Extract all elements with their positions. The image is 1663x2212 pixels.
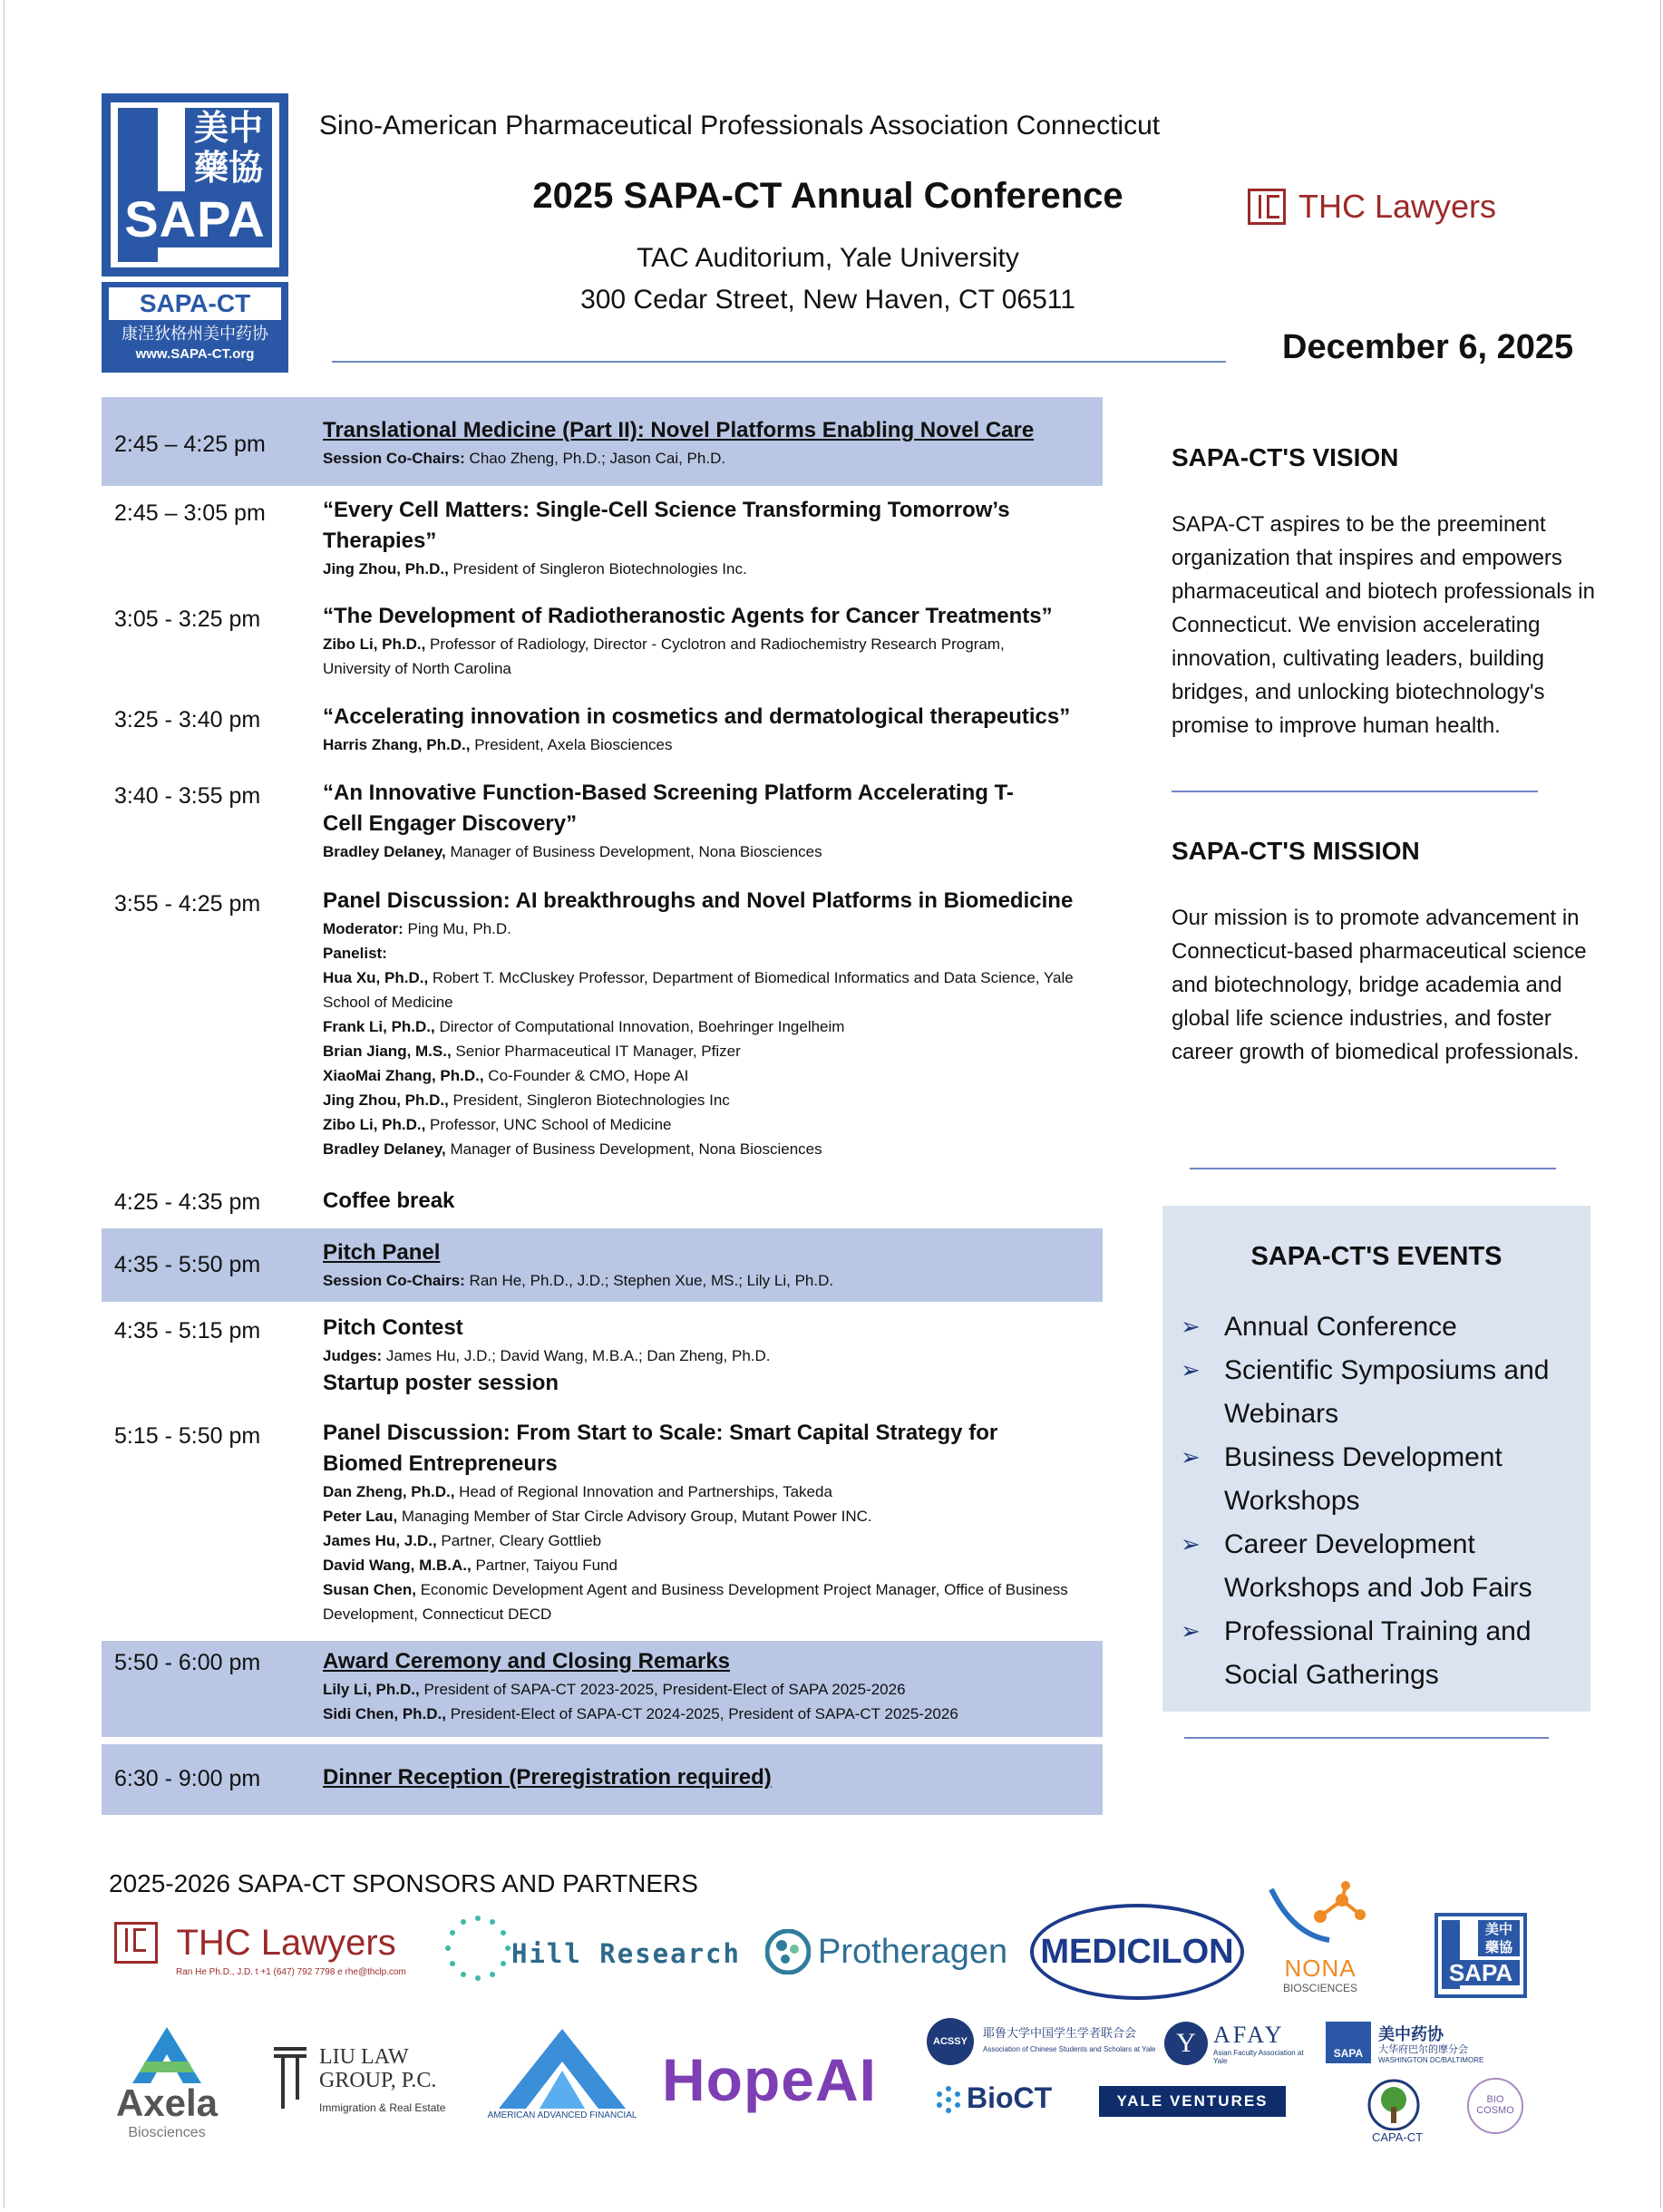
coffee-break xyxy=(102,1184,1103,1220)
contest-title: Pitch Contest xyxy=(323,1315,463,1340)
venue-line-1: TAC Auditorium, Yale University xyxy=(637,243,1019,273)
afay-sub: Asian Faculty Association at Yale xyxy=(1213,2049,1304,2065)
panelist-name: James Hu, J.D., xyxy=(323,1532,437,1549)
sponsor-afay xyxy=(1164,2022,1304,2071)
event-date: December 6, 2025 xyxy=(1282,328,1574,366)
speaker-role: Professor of Radiology, Director - Cyclotron and Radiochemistry Research Program, University of North Carolina xyxy=(323,635,1005,677)
talk-time: 2:45 – 3:05 pm xyxy=(114,500,266,526)
session-title: Pitch Panel xyxy=(323,1240,441,1265)
mission-text: Our mission is to promote advancement in Connecticut-based pharmaceutical science and biotechnology, bridge academia and global life science industries, and foster career growth of biomedical professionals. xyxy=(1172,906,1587,1064)
sponsors-heading: 2025-2026 SAPA-CT SPONSORS AND PARTNERS xyxy=(109,1869,698,1897)
chairs-names: Ran He, Ph.D., J.D.; Stephen Xue, MS.; Lily Li, Ph.D. xyxy=(464,1272,834,1289)
vision-text: SAPA-CT aspires to be the preeminent organization that inspires and empowers pharmaceutical and biotech professionals in Connecticut. We envision accelerating innovation, cultivating leaders, building bridges, and unlocking biotechnology's promise to improve human health. xyxy=(1172,512,1595,738)
acssy-cn: 耶鲁大学中国学生学者联合会 xyxy=(983,2027,1137,2041)
talk-t-cell-engager xyxy=(102,776,1103,872)
awardee-name: Sidi Chen, Ph.D., xyxy=(323,1705,447,1722)
protheragen-icon xyxy=(765,1929,811,1974)
panelist-role: Head of Regional Innovation and Partnerships, Takeda xyxy=(454,1483,832,1500)
arrow-icon: ➢ xyxy=(1181,1531,1201,1558)
session-title: Translational Medicine (Part II): Novel Platforms Enabling Novel Care xyxy=(323,418,1035,442)
panelist xyxy=(323,1480,1075,1504)
sponsor-hopeai xyxy=(662,2045,877,2114)
panel-start-to-scale xyxy=(102,1418,1103,1625)
chairs-names: Chao Zheng, Ph.D.; Jason Cai, Ph.D. xyxy=(464,450,726,467)
panelist-name: Jing Zhou, Ph.D., xyxy=(323,1091,449,1109)
panelist-role: Economic Development Agent and Business Development Project Manager, Office of Business Development, Connecticut DECD xyxy=(323,1581,1068,1623)
talk-radiotheranostic xyxy=(102,599,1103,690)
talk-time: 5:15 - 5:50 pm xyxy=(114,1423,261,1449)
session-pitch-panel xyxy=(102,1228,1103,1302)
panelist xyxy=(323,1553,1075,1577)
protheragen-name: Protheragen xyxy=(818,1933,1008,1971)
events-list xyxy=(1181,1305,1580,1697)
session-title: Award Ceremony and Closing Remarks xyxy=(323,1649,731,1674)
sponsor-bioct xyxy=(934,2081,1053,2119)
thc-lawyers-logo xyxy=(1248,188,1496,226)
talk-title: “An Innovative Function-Based Screening Platform Accelerating T-Cell Engager Discovery” xyxy=(323,781,1014,836)
nona-name: NONA xyxy=(1284,1955,1357,1982)
panelist-name: Dan Zheng, Ph.D., xyxy=(323,1483,455,1500)
arrow-icon: ➢ xyxy=(1181,1618,1201,1645)
sponsor-thc-lawyers xyxy=(114,1922,406,1977)
thc-name: THC Lawyers xyxy=(176,1922,396,1963)
speaker-name: Harris Zhang, Ph.D., xyxy=(323,736,471,753)
sapa-cn: 美中 藥協 xyxy=(1478,1920,1520,1956)
panelist xyxy=(323,1039,1103,1063)
talk-every-cell-matters xyxy=(102,493,1103,589)
sponsor-capa-ct xyxy=(1362,2078,1433,2147)
panelist xyxy=(323,1577,1075,1626)
session-title: Dinner Reception (Preregistration required) xyxy=(323,1765,772,1790)
axela-sub: Biosciences xyxy=(128,2125,206,2140)
panelist-name: David Wang, M.B.A., xyxy=(323,1557,472,1574)
panelist xyxy=(323,1528,1075,1553)
talk-title: “The Development of Radiotheranostic Agents for Cancer Treatments” xyxy=(323,604,1053,628)
panelist-name: Susan Chen, xyxy=(323,1581,416,1598)
panelist xyxy=(323,965,1103,1014)
liu-pillar-icon xyxy=(270,2045,310,2110)
sapa-dc-cn: 大华府巴尔的摩分会 xyxy=(1378,2043,1468,2055)
nona-molecule-icon xyxy=(1266,1880,1375,1953)
panelist-label: Panelist: xyxy=(323,945,387,962)
panelist-name: Hua Xu, Ph.D., xyxy=(323,969,429,986)
sponsor-sapa xyxy=(1434,1913,1527,1998)
vision-title: SAPA-CT'S VISION xyxy=(1172,443,1399,471)
arrow-icon: ➢ xyxy=(1181,1444,1201,1471)
afay-y-icon: Y xyxy=(1164,2022,1208,2065)
poster-session-title: Startup poster session xyxy=(323,1371,559,1395)
panelist xyxy=(323,1088,1103,1112)
thc-mark-icon xyxy=(114,1922,158,1964)
capa-name: CAPA-CT xyxy=(1371,2130,1424,2144)
events-title: SAPA-CT'S EVENTS xyxy=(1250,1242,1503,1271)
venue-line-2: 300 Cedar Street, New Haven, CT 06511 xyxy=(580,285,1075,315)
nona-sub: BIOSCIENCES xyxy=(1282,1982,1358,1994)
thc-contact: Ran He Ph.D., J.D. t +1 (647) 792 7798 e rhe@thclp.com xyxy=(176,1967,406,1977)
talk-time: 4:25 - 4:35 pm xyxy=(114,1189,261,1215)
panelist-role: President, Singleron Biotechnologies Inc xyxy=(448,1091,730,1109)
awardee xyxy=(323,1702,1094,1726)
medicilon-name: MEDICILON xyxy=(1040,1933,1234,1971)
hill-name: Hill Research xyxy=(511,1938,741,1969)
hopeai-name: HopeAI xyxy=(662,2046,877,2113)
panel-title: Panel Discussion: From Start to Scale: Smart Capital Strategy for Biomed Entrepreneurs xyxy=(323,1421,998,1476)
bioct-dots-icon xyxy=(934,2085,963,2114)
panelist-name: Brian Jiang, M.S., xyxy=(323,1043,452,1060)
panelist-role: Senior Pharmaceutical IT Manager, Pfizer xyxy=(451,1043,741,1060)
chairs-label: Session Co-Chairs: xyxy=(323,1272,465,1289)
event-label: Business Development Workshops xyxy=(1224,1442,1503,1516)
awardee-name: Lily Li, Ph.D., xyxy=(323,1681,420,1698)
arrow-icon: ➢ xyxy=(1181,1357,1201,1384)
events-rule xyxy=(1184,1737,1549,1739)
capa-tree-icon xyxy=(1362,2078,1425,2130)
sponsor-acssy xyxy=(927,2018,1199,2072)
event-item xyxy=(1181,1305,1580,1349)
bioct-name: BioCT xyxy=(967,2081,1053,2114)
sponsor-nona xyxy=(1266,1880,1375,1998)
header-rule xyxy=(332,361,1226,363)
session-time: 2:45 – 4:25 pm xyxy=(114,432,266,457)
awardee-role: President of SAPA-CT 2023-2025, President-Elect of SAPA 2025-2026 xyxy=(419,1681,906,1698)
panelist-name: XiaoMai Zhang, Ph.D., xyxy=(323,1067,484,1084)
talk-time: 3:05 - 3:25 pm xyxy=(114,606,261,632)
sponsor-medicilon xyxy=(1030,1904,1244,2000)
liu-sub: Immigration & Real Estate xyxy=(319,2101,446,2114)
talk-cosmetics xyxy=(102,700,1103,763)
panelist-role: Co-Founder & CMO, Hope AI xyxy=(483,1067,689,1084)
panelist-role: Robert T. McCluskey Professor, Department of Biomedical Informatics and Data Science, Yale School of Medicine xyxy=(323,969,1074,1011)
talk-title: “Accelerating innovation in cosmetics and dermatological therapeutics” xyxy=(323,704,1071,729)
panelist xyxy=(323,1014,1103,1039)
mission-rule xyxy=(1190,1168,1556,1169)
axela-icon xyxy=(109,2025,225,2085)
panelist-role: Managing Member of Star Circle Advisory Group, Mutant Power INC. xyxy=(397,1508,872,1525)
event-item xyxy=(1181,1523,1580,1610)
logo-url[interactable]: www.SAPA-CT.org xyxy=(135,346,255,362)
panel-title: Panel Discussion: AI breakthroughs and Novel Platforms in Biomedicine xyxy=(323,888,1074,913)
sponsor-protheragen xyxy=(765,1929,1008,1979)
acssy-name: Association of Chinese Students and Scholars at Yale xyxy=(983,2045,1156,2053)
event-label: Annual Conference xyxy=(1224,1312,1457,1342)
panelist-name: Bradley Delaney, xyxy=(323,1140,446,1158)
logo-word: SAPA xyxy=(118,191,272,247)
liu-name: LIU LAW GROUP, P.C. xyxy=(319,2045,437,2092)
speaker-role: President of Singleron Biotechnologies Inc. xyxy=(448,560,747,577)
event-label: Career Development Workshops and Job Fairs xyxy=(1224,1529,1532,1603)
panelist xyxy=(323,1137,1103,1161)
panelist-role: Manager of Business Development, Nona Biosciences xyxy=(445,1140,822,1158)
aaf-name: AMERICAN ADVANCED FINANCIAL xyxy=(487,2110,637,2120)
events-box xyxy=(1162,1206,1590,1712)
sapa-dc-sub: WASHINGTON DC/BALTIMORE xyxy=(1378,2056,1484,2064)
sponsor-axela xyxy=(109,2025,225,2141)
panelist-name: Peter Lau, xyxy=(323,1508,398,1525)
logo-sub-chinese: 康涅狄格州美中药协 xyxy=(122,325,268,344)
mission-title: SAPA-CT'S MISSION xyxy=(1172,837,1420,865)
panelist-name: Frank Li, Ph.D., xyxy=(323,1018,435,1035)
sponsor-hill-research xyxy=(442,1913,741,1988)
venue xyxy=(472,238,1184,321)
speaker-name: Jing Zhou, Ph.D., xyxy=(323,560,449,577)
speaker-name: Zibo Li, Ph.D., xyxy=(323,635,426,653)
session-award-ceremony xyxy=(102,1641,1103,1737)
session-translational-medicine xyxy=(102,397,1103,486)
axela-name: Axela xyxy=(115,2081,219,2124)
talk-title: “Every Cell Matters: Single-Cell Science Transforming Tomorrow’s Therapies” xyxy=(323,498,1010,553)
panelist xyxy=(323,1112,1103,1137)
sponsor-biocosmo xyxy=(1467,2078,1523,2134)
judges-names: James Hu, J.D.; David Wang, M.B.A.; Dan Zheng, Ph.D. xyxy=(382,1347,771,1364)
acssy-badge: ACSSY xyxy=(927,2018,974,2065)
event-label: Professional Training and Social Gatherings xyxy=(1224,1616,1532,1690)
arrow-icon: ➢ xyxy=(1181,1314,1201,1341)
panelist-role: Partner, Cleary Gottlieb xyxy=(436,1532,602,1549)
sponsor-sapa-dc xyxy=(1326,2022,1516,2071)
talk-time: 3:55 - 4:25 pm xyxy=(114,891,261,917)
moderator-label: Moderator: xyxy=(323,920,404,937)
sapa-dc-logo: SAPA xyxy=(1326,2022,1371,2063)
speaker-name: Bradley Delaney, xyxy=(323,843,446,860)
afay-name: AFAY xyxy=(1213,2022,1285,2048)
panelist-role: Professor, UNC School of Medicine xyxy=(425,1116,672,1133)
vision-rule xyxy=(1172,791,1538,792)
panelist xyxy=(323,1504,1075,1528)
sapa-ct-logo xyxy=(102,93,288,373)
awardee-role: President-Elect of SAPA-CT 2024-2025, President of SAPA-CT 2025-2026 xyxy=(446,1705,958,1722)
speaker-role: President, Axela Biosciences xyxy=(470,736,673,753)
sponsor-aaf xyxy=(481,2025,644,2125)
session-time: 4:35 - 5:50 pm xyxy=(114,1252,261,1277)
talk-time: 4:35 - 5:15 pm xyxy=(114,1318,261,1344)
talk-time: 3:40 - 3:55 pm xyxy=(114,783,261,809)
speaker-role: Manager of Business Development, Nona Biosciences xyxy=(445,843,822,860)
org-name: Sino-American Pharmaceutical Professionals Association Connecticut xyxy=(319,111,1161,141)
event-item xyxy=(1181,1349,1580,1436)
conference-title: 2025 SAPA-CT Annual Conference xyxy=(532,176,1123,216)
event-item xyxy=(1181,1436,1580,1523)
biocosmo-name: BIO COSMO xyxy=(1476,2094,1514,2116)
sapa-word: SAPA xyxy=(1442,1960,1520,1985)
logo-sub: SAPA-CT xyxy=(109,287,281,320)
panelist-role: Partner, Taiyou Fund xyxy=(471,1557,618,1574)
session-time: 5:50 - 6:00 pm xyxy=(114,1650,261,1675)
session-time: 6:30 - 9:00 pm xyxy=(114,1766,261,1791)
sponsor-liu-law xyxy=(270,2045,479,2118)
event-item xyxy=(1181,1610,1580,1697)
thc-mark-icon xyxy=(1248,189,1286,225)
panelist-name: Zibo Li, Ph.D., xyxy=(323,1116,426,1133)
chairs-label: Session Co-Chairs: xyxy=(323,450,465,467)
aaf-mountain-icon xyxy=(481,2025,644,2112)
sponsor-yale-ventures: YALE VENTURES xyxy=(1099,2086,1286,2117)
panelist xyxy=(323,1063,1103,1088)
thc-lawyers-text: THC Lawyers xyxy=(1298,188,1497,225)
pitch-contest xyxy=(102,1313,1103,1396)
hill-dots-icon xyxy=(442,1913,513,1984)
break-title: Coffee break xyxy=(323,1188,455,1213)
logo-chinese: 美中 藥協 xyxy=(185,108,272,191)
session-dinner-reception xyxy=(102,1744,1103,1815)
talk-time: 3:25 - 3:40 pm xyxy=(114,707,261,732)
panel-ai-breakthroughs xyxy=(102,884,1103,1174)
moderator-name: Ping Mu, Ph.D. xyxy=(403,920,511,937)
sapa-dc-name: 美中药协 xyxy=(1378,2025,1444,2044)
awardee xyxy=(323,1677,1094,1702)
panelist-role: Director of Computational Innovation, Boehringer Ingelheim xyxy=(434,1018,845,1035)
judges-label: Judges: xyxy=(323,1347,383,1364)
event-label: Scientific Symposiums and Webinars xyxy=(1224,1355,1550,1429)
